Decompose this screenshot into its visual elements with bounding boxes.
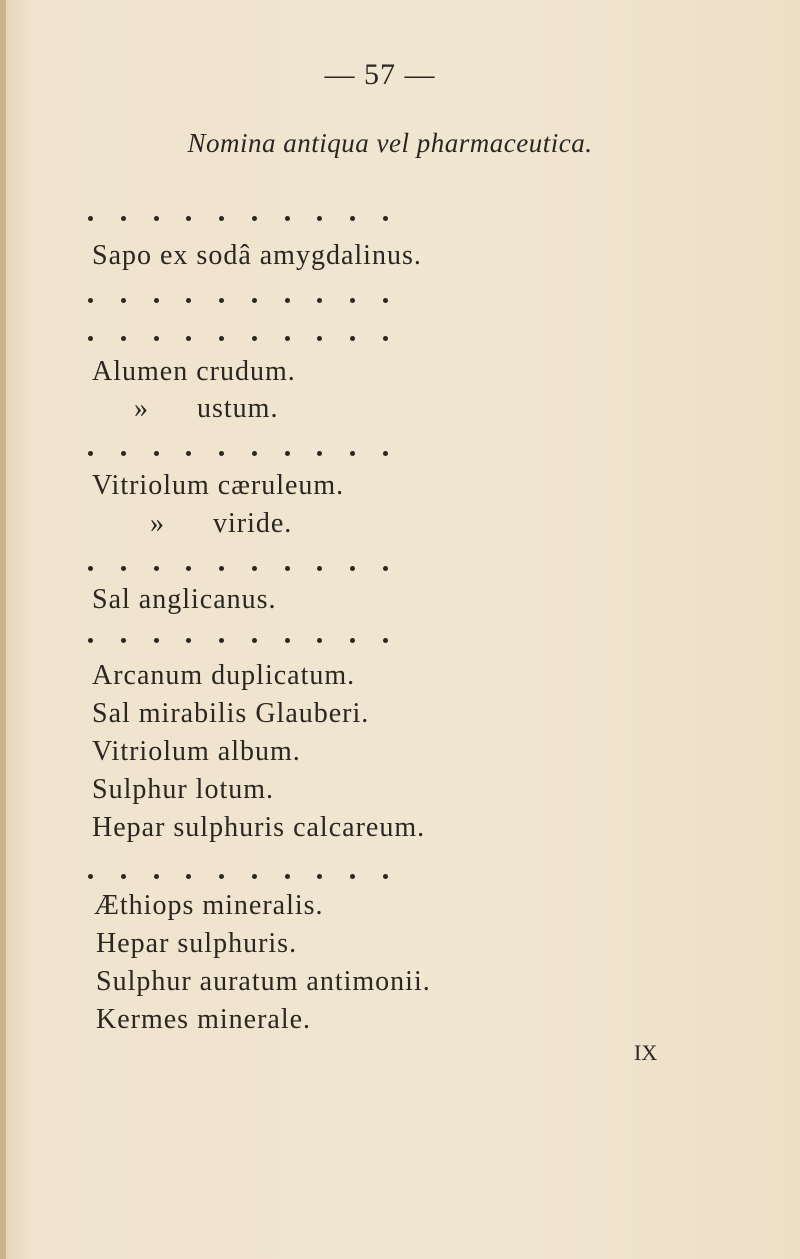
dot-leader xyxy=(88,638,388,643)
entry-line: Sal anglicanus. xyxy=(92,584,277,615)
entry-line: Kermes minerale. xyxy=(96,1004,312,1035)
entry-line: Æthiops mineralis. xyxy=(94,890,324,921)
entry-line: Sulphur lotum. xyxy=(92,774,275,805)
signature-mark: IX xyxy=(634,1040,658,1065)
dot-leader xyxy=(88,336,388,341)
entry-line: Alumen crudum. xyxy=(92,356,296,387)
dot-leader xyxy=(88,874,388,879)
entry-line: Sal mirabilis Glauberi. xyxy=(92,698,370,729)
dot-leader xyxy=(88,451,388,456)
dot-leader xyxy=(88,298,388,303)
dot-leader xyxy=(88,216,388,221)
page-heading: Nomina antiqua vel pharmaceutica. xyxy=(187,128,593,158)
entry-line: Sapo ex sodâ amygdalinus. xyxy=(92,240,422,271)
entry-line: » ustum. xyxy=(134,393,279,424)
entry-line: Sulphur auratum antimonii. xyxy=(96,966,431,997)
entry-line: » viride. xyxy=(150,508,293,539)
page-number: — 57 — xyxy=(324,58,436,91)
entry-line: Hepar sulphuris. xyxy=(96,928,298,959)
entry-line: Hepar sulphuris calcareum. xyxy=(92,812,426,843)
entry-line: Arcanum duplicatum. xyxy=(92,660,356,691)
entry-line: Vitriolum album. xyxy=(92,736,301,767)
page-binding-edge xyxy=(0,0,6,1259)
dot-leader xyxy=(88,566,388,571)
entry-line: Vitriolum cæruleum. xyxy=(92,470,345,501)
